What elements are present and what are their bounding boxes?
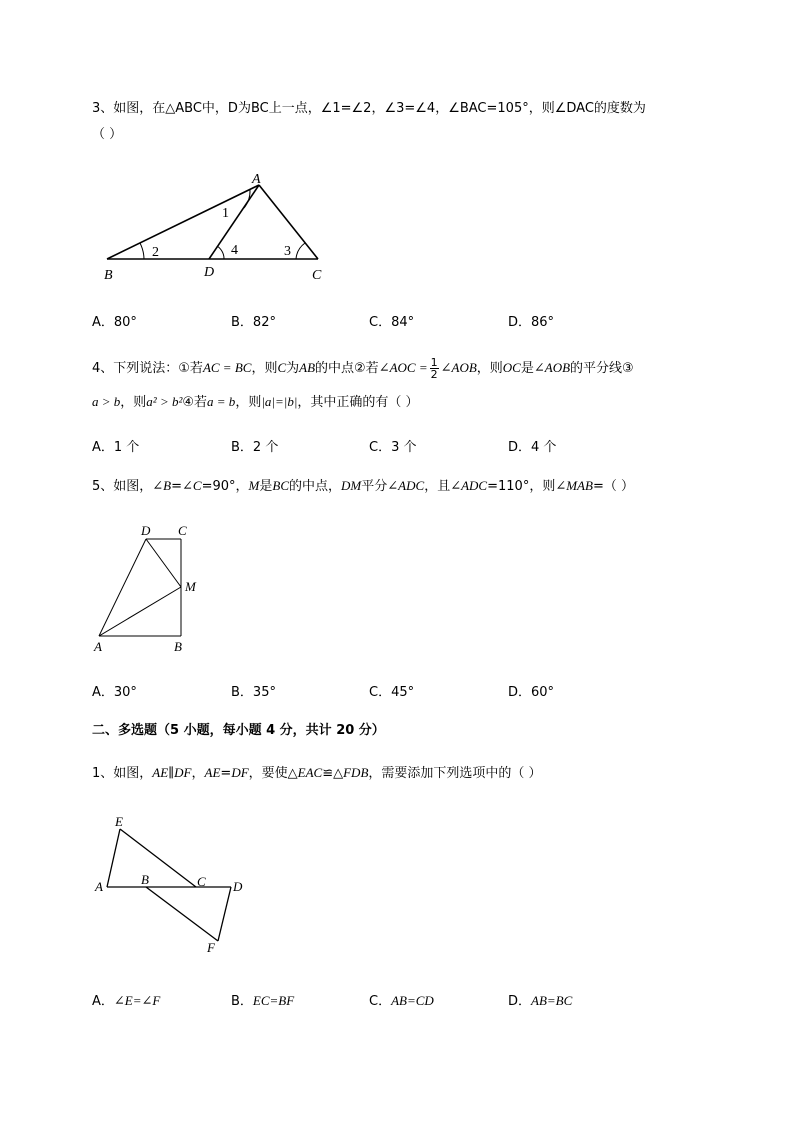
label-d: D [233, 879, 243, 894]
q3-option-b[interactable]: B．82° [231, 315, 276, 330]
q4-option-c[interactable]: C．3 个 [369, 440, 417, 455]
q5-option-a[interactable]: A．30° [92, 685, 137, 700]
q5-option-c[interactable]: C．45° [369, 685, 415, 700]
q4-stem-line2: a > b，则a² > b²④若a = b，则|a|=|b|，其中正确的有（ ） [92, 394, 419, 410]
q4-option-b[interactable]: B．2 个 [231, 440, 279, 455]
q3-answer-paren: （ ） [92, 127, 123, 142]
segment-ec [120, 829, 196, 887]
label-a: A [94, 639, 102, 654]
label-angle-2: 2 [152, 245, 159, 260]
label-angle-1: 1 [222, 206, 229, 221]
label-b: B [174, 639, 182, 654]
label-angle-4: 4 [231, 243, 238, 258]
m1-option-b[interactable]: B．EC=BF [231, 993, 295, 1009]
q3-option-d[interactable]: D．86° [508, 315, 555, 330]
m1-option-a[interactable]: A．∠E=∠F [92, 993, 161, 1009]
q4-option-d[interactable]: D．4 个 [508, 440, 557, 455]
label-a: A [252, 172, 261, 187]
label-e: E [115, 814, 123, 829]
fraction-one-half: $\frac{1}{2}$ [430, 356, 438, 381]
label-angle-3: 3 [284, 244, 291, 259]
label-a: A [95, 879, 103, 894]
q5-stem: 5、如图，∠B=∠C=90°，M是BC的中点，DM平分∠ADC，且∠ADC=110°，则∠MAB=（ ） [92, 478, 634, 494]
label-b: B [104, 268, 113, 283]
m1-option-c[interactable]: C．AB=CD [369, 993, 434, 1009]
q4-stem-line1: 4、下列说法：①若AC = BC，则C为AB的中点②若∠AOC = $\frac{1}{2}$ ∠AOB，则OC是∠AOB的平分线③ [92, 356, 634, 381]
m1-option-d[interactable]: D．AB=BC [508, 993, 573, 1009]
q4-option-a[interactable]: A．1 个 [92, 440, 140, 455]
segment-fb [146, 887, 218, 941]
segment-ae [107, 829, 120, 887]
q3-stem: 3、如图，在△ABC中，D为BC上一点，∠1=∠2，∠3=∠4，∠BAC=105°，则∠DAC的度数为 [92, 101, 646, 116]
q5-option-b[interactable]: B．35° [231, 685, 276, 700]
label-b: B [141, 872, 149, 887]
q3-option-c[interactable]: C．84° [369, 315, 415, 330]
q3-option-a[interactable]: A．80° [92, 315, 137, 330]
label-f: F [207, 940, 215, 955]
label-m: M [185, 579, 196, 594]
label-c: C [312, 268, 322, 283]
label-d: D [204, 265, 215, 280]
label-c: C [197, 874, 206, 889]
label-d: D [141, 523, 151, 538]
q5-option-d[interactable]: D．60° [508, 685, 555, 700]
segment-df [218, 887, 231, 941]
label-c: C [178, 523, 187, 538]
m1-stem: 1、如图，AE∥DF，AE=DF，要使△EAC≌△FDB，需要添加下列选项中的（ ） [92, 765, 542, 781]
section-2-title: 二、多选题（5 小题，每小题 4 分，共计 20 分） [92, 723, 385, 738]
